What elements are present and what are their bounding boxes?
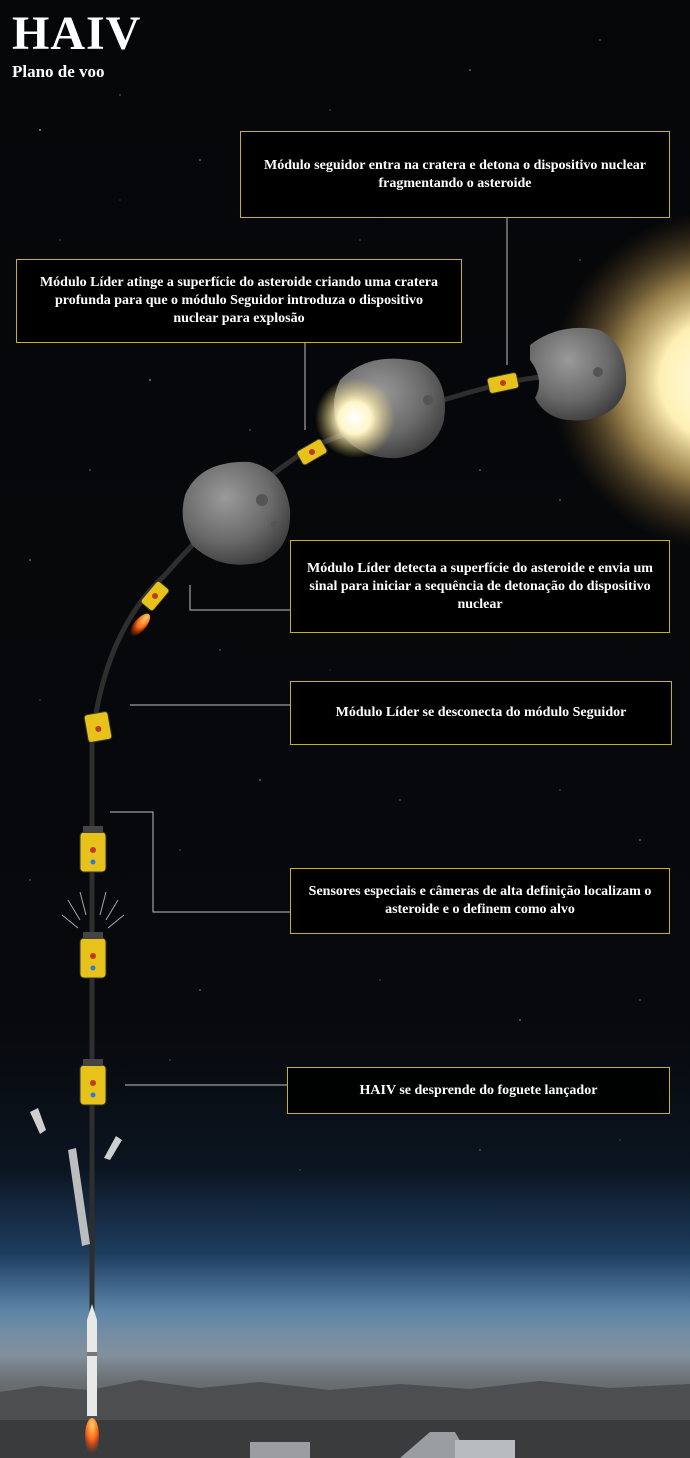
asteroid-fragmented xyxy=(530,328,626,421)
page-subtitle: Plano de voo xyxy=(12,62,105,81)
callout-lines xyxy=(110,218,507,1085)
step-sensors-box: Sensores especiais e câmeras de alta definição localizam o asteroide e o definem como alvo xyxy=(290,868,670,934)
page-title: HAIV xyxy=(12,7,142,60)
step-disconnect-box: Módulo Líder se desconecta do módulo Seguidor xyxy=(290,681,672,745)
impact-flash xyxy=(315,378,395,458)
ground xyxy=(0,1420,690,1458)
step-fragmentation-box: Módulo seguidor entra na cratera e detona o dispositivo nuclear fragmentando o asteroide xyxy=(240,131,670,218)
step-separation-box: HAIV se desprende do foguete lançador xyxy=(287,1067,670,1114)
step-detection-box: Módulo Líder detecta a superfície do asteroide e envia um sinal para iniciar a sequência de detonação do dispositivo nuclear xyxy=(290,540,670,633)
asteroid-target xyxy=(183,462,290,565)
asteroid-impact xyxy=(315,359,445,459)
step-impact-box: Módulo Líder atinge a superfície do asteroide criando uma cratera profunda para que o módulo Seguidor introduza o dispositivo nuclear para explosão xyxy=(16,259,462,343)
